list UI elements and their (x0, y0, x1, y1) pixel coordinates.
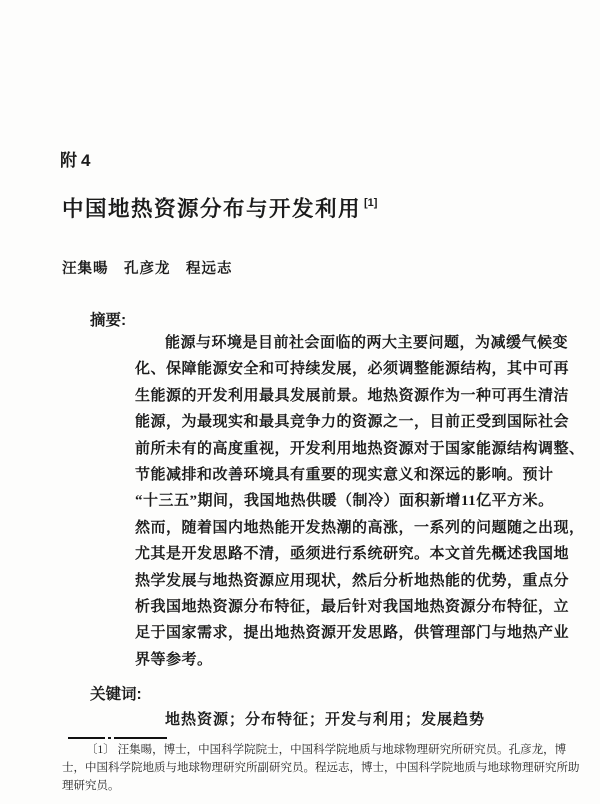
footnote-divider-segment (68, 737, 105, 739)
footnote (62, 741, 580, 795)
footnote-line: 〔1〕 汪集暘，博士，中国科学院院士，中国科学院地质与地球物理研究所研究员。孔彦龙，博 (86, 744, 567, 756)
footnote-divider-segment (114, 737, 167, 739)
keywords-text: 地热资源；分布特征；开发与利用；发展趋势 (165, 712, 486, 728)
page-title (62, 192, 562, 223)
abstract-line: 节能减排和改善环境具有重要的现实意义和深远的影响。预计 (135, 466, 554, 483)
abstract-line: 足于国家需求，提出地热资源开发思路，供管理部门与地热产业 (135, 625, 570, 642)
section-label: 附4 (60, 151, 95, 170)
footnote-line: 理研究员。 (62, 780, 120, 792)
title-footnote-marker: [1] (364, 196, 378, 209)
abstract-line: 然而，随着国内地热能开发热潮的高涨，一系列的问题随之出现， (135, 519, 585, 536)
abstract-line: 能源，为最现实和最具竞争力的资源之一，目前正受到国际社会 (135, 414, 570, 431)
abstract-line: 前所未有的高度重视，开发利用地热资源对于国家能源结构调整、 (135, 440, 585, 457)
abstract-label: 摘要: (90, 312, 127, 329)
abstract-paragraph (135, 330, 585, 673)
abstract-line: 化、保障能源安全和可持续发展，必须调整能源结构，其中可再 (135, 361, 570, 378)
footnote-line: 士，中国科学院地质与地球物理研究所副研究员。程远志，博士，中国科学院地质与地球物理研究所助 (62, 762, 580, 774)
abstract-line: 生能源的开发利用最具发展前景。地热资源作为一种可再生清洁 (135, 387, 570, 404)
keywords-label: 关键词: (90, 686, 142, 703)
abstract-line: 能源与环境是目前社会面临的两大主要问题，为减缓气候变 (165, 335, 569, 351)
authors-line: 汪集暘 孔彦龙 程远志 (62, 261, 233, 277)
abstract-line: 热学发展与地热资源应用现状，然后分析地热能的优势，重点分 (135, 572, 570, 589)
footnote-divider (68, 737, 178, 739)
page-title-text: 中国地热资源分布与开发利用 (62, 197, 362, 221)
footnote-divider-segment (108, 737, 111, 739)
abstract-line: “十三五”期间，我国地热供暖（制冷）面积新增11亿平方米。 (135, 493, 554, 510)
abstract-line: 界等参考。 (135, 651, 213, 668)
abstract-line: 析我国地热资源分布特征，最后针对我国地热资源分布特征，立 (135, 598, 570, 615)
abstract-line: 尤其是开发思路不清，亟须进行系统研究。本文首先概述我国地 (135, 546, 570, 563)
